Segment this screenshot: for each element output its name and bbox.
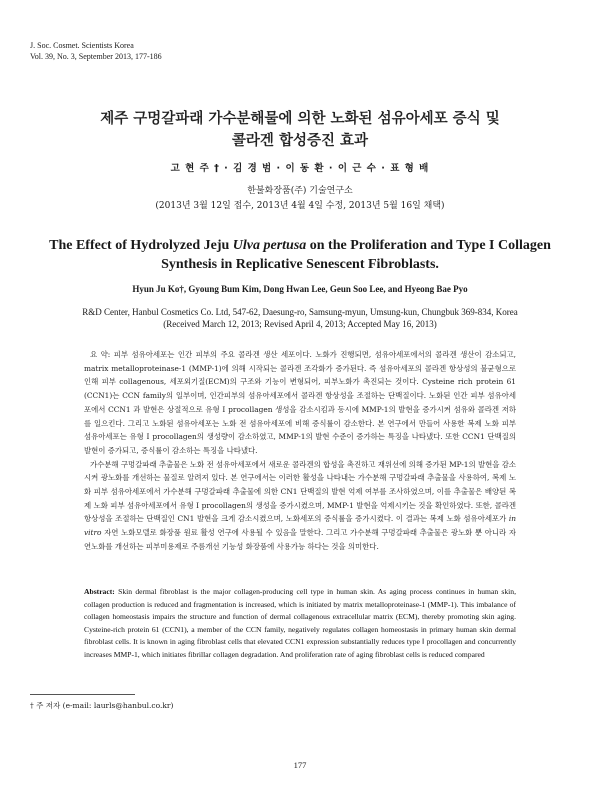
korean-abstract-para-1: 요 약: 피부 섬유아세포는 인간 피부의 주요 콜라겐 생산 세포이다. 노화가 진행되면, 섬유아세포에서의 콜라겐 생산이 감소되고, matrix metalloproteinase-1 (MMP-1)에 의해 시작되는 콜라겐 조각화가 증가된다. 즉 섬유아세포의 콜라겐 항상성의 불균형으로 인해 피부 collagenous, 세포외기질(ECM)의 구조와 기능이 변형되어, 피부노화가 촉진되는 것이다. Cysteine rich protein 61 (CCN1)는 CCN family의 일부이며, 인간피부의 섬유아세포에서 콜라겐 항상성을 조절하는 단백질이다. 노화된 인간 피부 섬유아세포에서 CCN1 과 발현은 상절적으로 유형 Ⅰ procollagen 생성을 감소시킴과 동시에 MMP-1의 발현을 증가시켜 섬유와 콜라겐 저하를 일으킨다. 그리고 노화된 섬유아세포는 노화 전 섬유아세포에 비해 증식률이 감소한다. 본 연구에서 만들어 사용한 복제 노화 피부 섬유아세포는 유형 Ⅰ procollagen의 생성량이 감소하였고, MMP-1의 발현 수준이 증가하는 특징을 나타냈다. 또한 CCN1 단백질의 발현이 증가되고, 증식률이 감소하는 특징을 나타냈다. bbox=[84, 350, 516, 455]
english-affiliation: R&D Center, Hanbul Cosmetics Co. Ltd, 547-62, Daesung-ro, Samsung-myun, Umsung-kun, Chungbuk 369-834, Korea bbox=[82, 307, 518, 317]
english-title bbox=[40, 236, 560, 274]
korean-dates: (2013년 3월 12일 접수, 2013년 4월 4일 수정, 2013년 5월 16일 채택) bbox=[155, 201, 445, 211]
korean-affiliation-block bbox=[0, 184, 600, 214]
english-authors: Hyun Ju Ko†, Gyoung Bum Kim, Dong Hwan Lee, Geun Soo Lee, and Hyeong Bae Pyo bbox=[132, 284, 468, 294]
page-number: 177 bbox=[293, 760, 307, 770]
journal-name: J. Soc. Cosmet. Scientists Korea bbox=[30, 41, 134, 50]
korean-authors: 고 현 주 † · 김 경 범 · 이 동 환 · 이 근 수 · 표 형 배 bbox=[170, 163, 430, 174]
journal-issue: Vol. 39, No. 3, September 2013, 177-186 bbox=[30, 52, 162, 61]
korean-title-line-2: 콜라겐 합성증진 효과 bbox=[231, 133, 369, 149]
english-affiliation-block bbox=[30, 306, 570, 330]
korean-abstract-para-2-text: 가수분해 구멍갈파래 추출물은 노화 전 섬유아세포에서 새로운 콜라겐의 합성을 촉진하고 재위선에 의해 증가된 MP-1의 발현을 감소시켜 광노화를 개선하는 물질로 알려져 있다. 본 연구에서는 이러한 활성을 나타내는 가수분해 구멍갈파래 추출물을 사용하여, 복제 노화 피부 섬유아세포에서 가수분해 구멍갈파래 추출물에 의한 CN1 단백질의 발현 억제 여부를 조사하였으며, 이를 추출물은 배양된 복제 노화 피부 섬유아세포에서 유형 Ⅰ procollagen의 생성을 증가시켰으며, MMP-1 발현을 억제시키는 것을 확인하였다. 또한, 콜라겐 항상성을 조절하는 단백질인 CN1 발현을 크게 감소시켰으며, 노화세포의 증식률을 증가시켰다. 이 결과는 복제 노화 섬유아세포가 bbox=[84, 459, 516, 524]
english-abstract-label: Abstract: bbox=[84, 587, 115, 596]
english-title-post: on the Proliferation and Type I Collagen Synthesis in Replicative Senescent Fibroblasts. bbox=[161, 238, 551, 272]
footnote-divider bbox=[30, 694, 135, 695]
english-abstract-text: Skin dermal fibroblast is the major collagen-producing cell type in human skin. As aging process continues in human skin, collagen production is reduced and fragmentation is increased, which is initiated by matrix metalloproteinase-1 (MMP-1). This imbalance of collagen homeostasis impairs the structure and function of dermal collagenous extracellular matrix (ECM), thereby promoting skin aging. Cysteine-rich protein 61 (CCN1), a member of the CCN family, negatively regulates collagen homeostasis in primary human skin dermal fibroblast cells. It is known in aging fibroblast cells that elevated CCN1 expression substantially reduces type Ⅰ procollagen and concurrently increases MMP-1, which initiates fibrillar collagen degradation. And proliferation rate of aging fibroblast cells is reduced compared bbox=[84, 587, 516, 659]
english-title-species: Ulva pertusa bbox=[232, 238, 307, 253]
korean-title-line-1: 제주 구멍갈파래 가수분해물에 의한 노화된 섬유아세포 증식 및 bbox=[100, 111, 500, 127]
journal-header bbox=[30, 40, 162, 62]
corresponding-author-footnote: † 주 저자 (e-mail: laurls@hanbul.co.kr) bbox=[30, 701, 174, 710]
korean-abstract-invitro: in vitro bbox=[84, 514, 516, 538]
english-abstract bbox=[84, 586, 516, 662]
english-title-pre: The Effect of Hydrolyzed Jeju bbox=[49, 238, 233, 253]
english-dates: (Received March 12, 2013; Revised April 4, 2013; Accepted May 16, 2013) bbox=[163, 319, 437, 329]
korean-affiliation: 한불화장품(주) 기술연구소 bbox=[247, 186, 353, 196]
korean-abstract-para-2-end: 자연 노화모델로 화장품 원료 활성 연구에 사용될 수 있음을 말한다. 그리고 가수분해 구멍갈파래 추출물은 광노화 뿐 아니라 자연노화를 개선하는 피부미용제로 주름개선 기능성 화장품에 사용가능 하다는 것을 의미한다. bbox=[84, 528, 516, 551]
korean-abstract-para-2 bbox=[84, 458, 516, 554]
korean-abstract bbox=[84, 348, 516, 554]
korean-title bbox=[60, 108, 540, 152]
